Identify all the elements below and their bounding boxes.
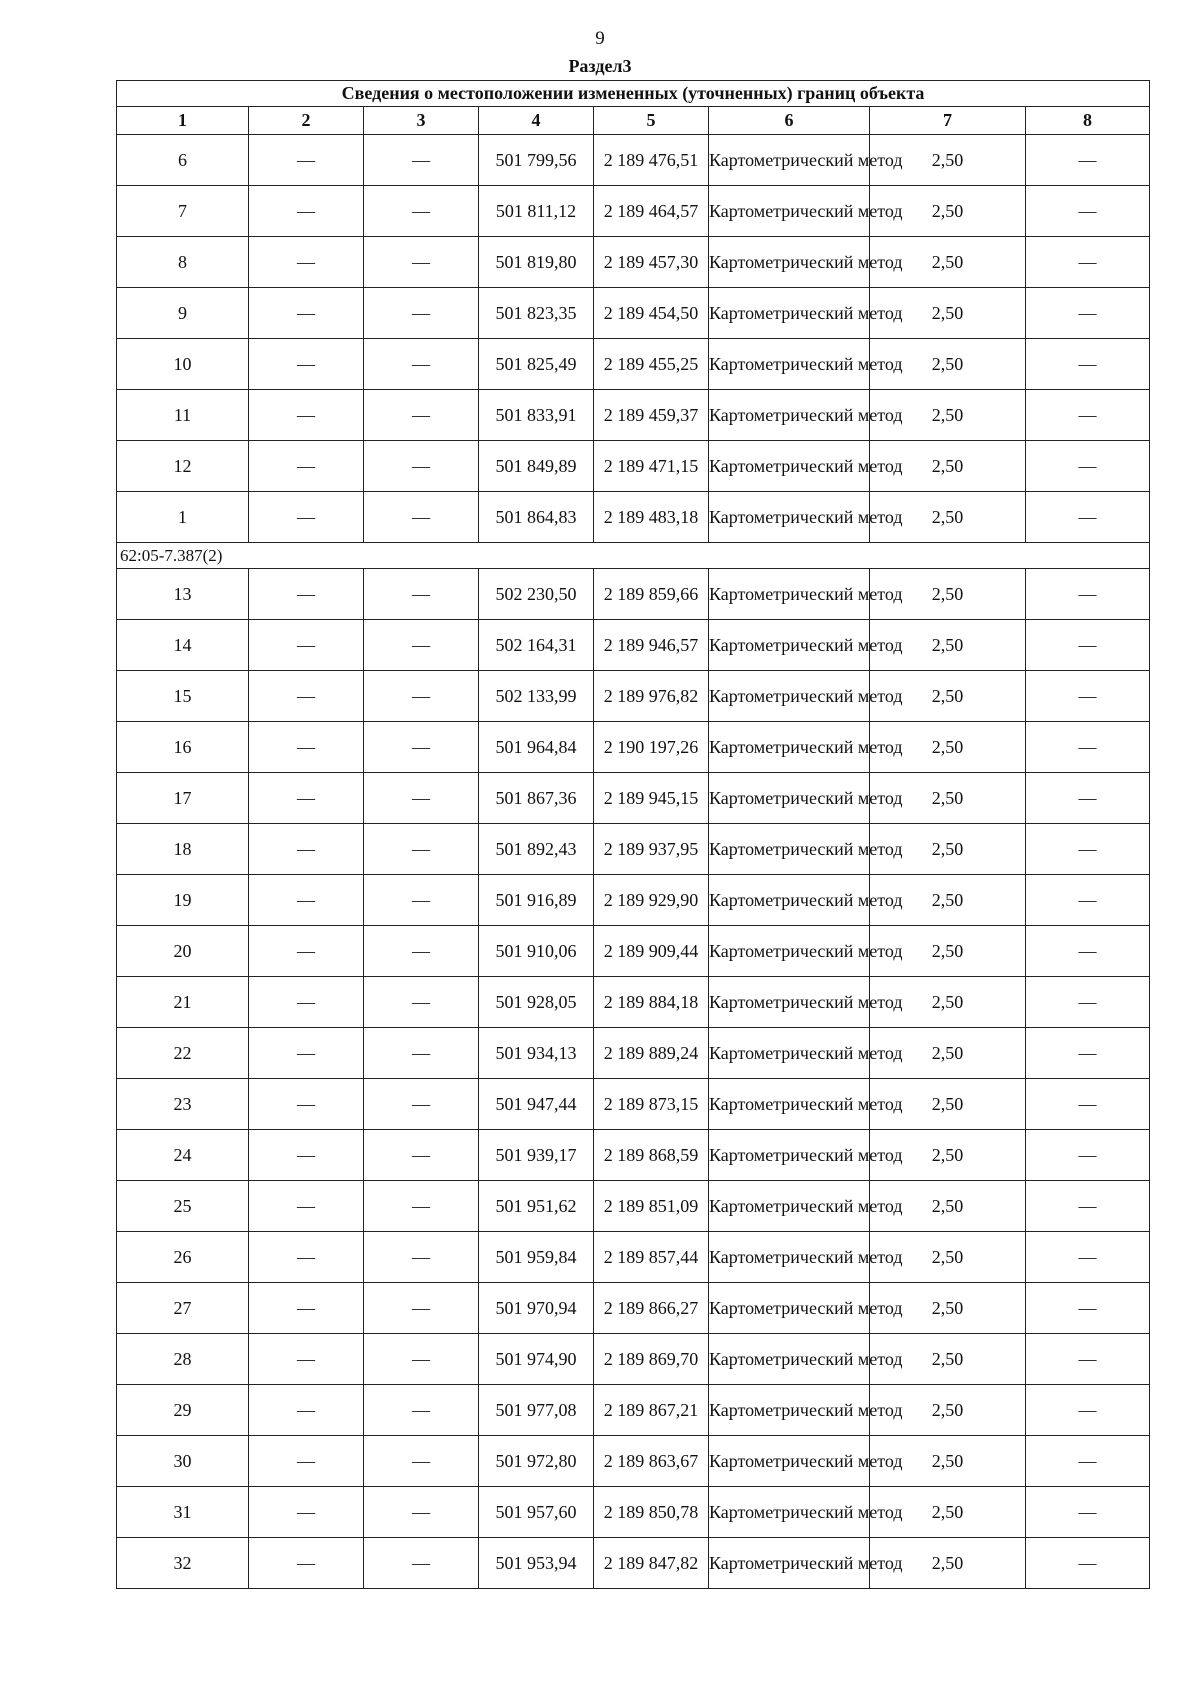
empty-cell: — [249,135,364,186]
accuracy-cell: 2,50 [870,569,1026,620]
table-row [117,977,1150,1028]
coordinate-x: 501 849,89 [479,441,594,492]
coordinate-y: 2 189 867,21 [594,1385,709,1436]
empty-cell: — [364,1385,479,1436]
method-cell: Картометрический метод [709,339,870,390]
point-number: 14 [117,620,249,671]
table-row [117,773,1150,824]
coordinate-x: 501 959,84 [479,1232,594,1283]
method-cell: Картометрический метод [709,620,870,671]
empty-cell: — [249,339,364,390]
coordinate-x: 501 972,80 [479,1436,594,1487]
method-cell: Картометрический метод [709,1130,870,1181]
empty-cell: — [249,1436,364,1487]
point-number: 23 [117,1079,249,1130]
accuracy-cell: 2,50 [870,722,1026,773]
accuracy-cell: 2,50 [870,1487,1026,1538]
empty-cell: — [364,671,479,722]
table-row [117,288,1150,339]
column-header: 3 [364,107,479,135]
empty-cell: — [1026,1538,1150,1589]
coordinate-y: 2 189 850,78 [594,1487,709,1538]
method-cell: Картометрический метод [709,492,870,543]
point-number: 32 [117,1538,249,1589]
coordinate-y: 2 189 869,70 [594,1334,709,1385]
empty-cell: — [364,1232,479,1283]
table-row [117,339,1150,390]
point-number: 1 [117,492,249,543]
accuracy-cell: 2,50 [870,135,1026,186]
accuracy-cell: 2,50 [870,1232,1026,1283]
empty-cell: — [1026,1181,1150,1232]
point-number: 16 [117,722,249,773]
method-cell: Картометрический метод [709,1232,870,1283]
point-number: 18 [117,824,249,875]
coordinate-x: 501 977,08 [479,1385,594,1436]
empty-cell: — [1026,1232,1150,1283]
coordinate-x: 501 939,17 [479,1130,594,1181]
method-cell: Картометрический метод [709,926,870,977]
point-number: 21 [117,977,249,1028]
accuracy-cell: 2,50 [870,339,1026,390]
method-cell: Картометрический метод [709,1436,870,1487]
method-cell: Картометрический метод [709,773,870,824]
empty-cell: — [364,135,479,186]
empty-cell: — [1026,926,1150,977]
table-row [117,722,1150,773]
point-number: 29 [117,1385,249,1436]
table-row [117,1538,1150,1589]
empty-cell: — [1026,569,1150,620]
coordinate-x: 501 864,83 [479,492,594,543]
method-cell: Картометрический метод [709,671,870,722]
table-row [117,1079,1150,1130]
table-row [117,1181,1150,1232]
empty-cell: — [1026,875,1150,926]
accuracy-cell: 2,50 [870,926,1026,977]
coordinate-y: 2 189 483,18 [594,492,709,543]
empty-cell: — [364,339,479,390]
empty-cell: — [364,569,479,620]
method-cell: Картометрический метод [709,135,870,186]
coordinate-y: 2 189 873,15 [594,1079,709,1130]
coordinate-y: 2 189 909,44 [594,926,709,977]
empty-cell: — [364,441,479,492]
method-cell: Картометрический метод [709,1487,870,1538]
coordinate-y: 2 189 464,57 [594,186,709,237]
table-row [117,824,1150,875]
coordinate-y: 2 189 937,95 [594,824,709,875]
empty-cell: — [1026,492,1150,543]
empty-cell: — [1026,977,1150,1028]
coordinate-x: 501 799,56 [479,135,594,186]
accuracy-cell: 2,50 [870,1334,1026,1385]
table-row [117,1028,1150,1079]
empty-cell: — [249,1334,364,1385]
table-row [117,620,1150,671]
empty-cell: — [364,186,479,237]
point-number: 24 [117,1130,249,1181]
empty-cell: — [364,926,479,977]
empty-cell: — [249,186,364,237]
table-row [117,1283,1150,1334]
empty-cell: — [249,1232,364,1283]
point-number: 20 [117,926,249,977]
method-cell: Картометрический метод [709,237,870,288]
point-number: 19 [117,875,249,926]
empty-cell: — [249,1385,364,1436]
accuracy-cell: 2,50 [870,441,1026,492]
coordinate-x: 501 934,13 [479,1028,594,1079]
empty-cell: — [364,620,479,671]
method-cell: Картометрический метод [709,977,870,1028]
empty-cell: — [1026,722,1150,773]
coordinate-x: 501 916,89 [479,875,594,926]
coordinate-x: 501 928,05 [479,977,594,1028]
table-row [117,875,1150,926]
empty-cell: — [1026,620,1150,671]
point-number: 6 [117,135,249,186]
empty-cell: — [1026,186,1150,237]
coordinate-y: 2 189 851,09 [594,1181,709,1232]
point-number: 8 [117,237,249,288]
column-header: 4 [479,107,594,135]
boundary-coordinates-table [116,80,1150,1589]
accuracy-cell: 2,50 [870,1079,1026,1130]
empty-cell: — [364,390,479,441]
coordinate-x: 501 867,36 [479,773,594,824]
coordinate-y: 2 189 866,27 [594,1283,709,1334]
coordinate-y: 2 190 197,26 [594,722,709,773]
empty-cell: — [249,722,364,773]
method-cell: Картометрический метод [709,288,870,339]
table-row [117,1436,1150,1487]
table-row [117,1232,1150,1283]
accuracy-cell: 2,50 [870,186,1026,237]
accuracy-cell: 2,50 [870,875,1026,926]
empty-cell: — [249,875,364,926]
empty-cell: — [364,1130,479,1181]
empty-cell: — [249,1487,364,1538]
accuracy-cell: 2,50 [870,288,1026,339]
coordinate-y: 2 189 884,18 [594,977,709,1028]
coordinate-y: 2 189 455,25 [594,339,709,390]
accuracy-cell: 2,50 [870,492,1026,543]
table-row [117,441,1150,492]
coordinate-y: 2 189 929,90 [594,875,709,926]
empty-cell: — [1026,773,1150,824]
accuracy-cell: 2,50 [870,773,1026,824]
coordinate-x: 501 892,43 [479,824,594,875]
coordinate-x: 501 953,94 [479,1538,594,1589]
accuracy-cell: 2,50 [870,977,1026,1028]
empty-cell: — [249,977,364,1028]
coordinate-x: 501 964,84 [479,722,594,773]
method-cell: Картометрический метод [709,1385,870,1436]
accuracy-cell: 2,50 [870,824,1026,875]
empty-cell: — [364,977,479,1028]
method-cell: Картометрический метод [709,1181,870,1232]
coordinate-x: 501 970,94 [479,1283,594,1334]
method-cell: Картометрический метод [709,824,870,875]
empty-cell: — [249,824,364,875]
point-number: 12 [117,441,249,492]
table-row [117,237,1150,288]
section-title: Раздел3 [568,56,632,76]
coordinate-x: 501 947,44 [479,1079,594,1130]
accuracy-cell: 2,50 [870,1436,1026,1487]
coordinate-y: 2 189 868,59 [594,1130,709,1181]
coordinate-x: 501 819,80 [479,237,594,288]
column-header: 8 [1026,107,1150,135]
coordinate-y: 2 189 847,82 [594,1538,709,1589]
accuracy-cell: 2,50 [870,1283,1026,1334]
coordinate-x: 501 823,35 [479,288,594,339]
coordinate-x: 502 133,99 [479,671,594,722]
empty-cell: — [364,1487,479,1538]
coordinate-y: 2 189 857,44 [594,1232,709,1283]
empty-cell: — [249,1181,364,1232]
table-row [117,186,1150,237]
empty-cell: — [364,1538,479,1589]
table-row [117,1334,1150,1385]
coordinate-x: 501 951,62 [479,1181,594,1232]
table-row [117,1385,1150,1436]
table-row [117,1130,1150,1181]
column-header: 2 [249,107,364,135]
empty-cell: — [1026,288,1150,339]
table-row [117,492,1150,543]
column-header: 7 [870,107,1026,135]
empty-cell: — [1026,1487,1150,1538]
method-cell: Картометрический метод [709,1283,870,1334]
empty-cell: — [364,1181,479,1232]
point-number: 11 [117,390,249,441]
accuracy-cell: 2,50 [870,1130,1026,1181]
method-cell: Картометрический метод [709,1079,870,1130]
empty-cell: — [364,1334,479,1385]
column-header: 5 [594,107,709,135]
empty-cell: — [1026,1436,1150,1487]
group-label-row [117,543,1150,569]
accuracy-cell: 2,50 [870,237,1026,288]
empty-cell: — [1026,135,1150,186]
point-number: 9 [117,288,249,339]
table-row [117,926,1150,977]
empty-cell: — [1026,1385,1150,1436]
coordinate-y: 2 189 459,37 [594,390,709,441]
empty-cell: — [364,875,479,926]
empty-cell: — [364,1283,479,1334]
method-cell: Картометрический метод [709,722,870,773]
empty-cell: — [364,1436,479,1487]
empty-cell: — [249,237,364,288]
empty-cell: — [1026,671,1150,722]
coordinate-y: 2 189 946,57 [594,620,709,671]
empty-cell: — [249,288,364,339]
column-header-row [117,107,1150,135]
coordinate-x: 502 164,31 [479,620,594,671]
point-number: 28 [117,1334,249,1385]
table-row [117,1487,1150,1538]
coordinate-x: 501 974,90 [479,1334,594,1385]
coordinate-y: 2 189 976,82 [594,671,709,722]
method-cell: Картометрический метод [709,441,870,492]
table-caption: Сведения о местоположении измененных (уточненных) границ объекта [117,81,1150,107]
empty-cell: — [364,722,479,773]
point-number: 7 [117,186,249,237]
accuracy-cell: 2,50 [870,1181,1026,1232]
table-body [117,135,1150,1589]
method-cell: Картометрический метод [709,875,870,926]
coordinate-x: 502 230,50 [479,569,594,620]
empty-cell: — [364,1028,479,1079]
empty-cell: — [1026,390,1150,441]
table-row [117,671,1150,722]
table-row [117,569,1150,620]
empty-cell: — [364,288,479,339]
coordinate-y: 2 189 863,67 [594,1436,709,1487]
column-header: 6 [709,107,870,135]
empty-cell: — [364,237,479,288]
empty-cell: — [249,569,364,620]
page-number: 9 [595,28,605,49]
table-caption-row [117,81,1150,107]
coordinate-y: 2 189 945,15 [594,773,709,824]
empty-cell: — [1026,824,1150,875]
empty-cell: — [249,1538,364,1589]
accuracy-cell: 2,50 [870,620,1026,671]
point-number: 15 [117,671,249,722]
column-header: 1 [117,107,249,135]
empty-cell: — [364,773,479,824]
empty-cell: — [1026,339,1150,390]
accuracy-cell: 2,50 [870,390,1026,441]
accuracy-cell: 2,50 [870,1028,1026,1079]
table-row [117,135,1150,186]
point-number: 26 [117,1232,249,1283]
empty-cell: — [249,620,364,671]
point-number: 13 [117,569,249,620]
point-number: 17 [117,773,249,824]
point-number: 27 [117,1283,249,1334]
group-label: 62:05-7.387(2) [117,543,1150,569]
empty-cell: — [1026,1283,1150,1334]
coordinate-x: 501 825,49 [479,339,594,390]
accuracy-cell: 2,50 [870,1538,1026,1589]
point-number: 25 [117,1181,249,1232]
empty-cell: — [364,1079,479,1130]
empty-cell: — [249,773,364,824]
empty-cell: — [249,390,364,441]
empty-cell: — [1026,441,1150,492]
empty-cell: — [364,492,479,543]
table-row [117,390,1150,441]
method-cell: Картометрический метод [709,569,870,620]
point-number: 31 [117,1487,249,1538]
point-number: 10 [117,339,249,390]
coordinate-x: 501 957,60 [479,1487,594,1538]
coordinate-y: 2 189 457,30 [594,237,709,288]
empty-cell: — [1026,1028,1150,1079]
point-number: 30 [117,1436,249,1487]
empty-cell: — [249,1079,364,1130]
method-cell: Картометрический метод [709,1028,870,1079]
empty-cell: — [249,441,364,492]
point-number: 22 [117,1028,249,1079]
empty-cell: — [364,824,479,875]
accuracy-cell: 2,50 [870,1385,1026,1436]
empty-cell: — [1026,1130,1150,1181]
empty-cell: — [1026,237,1150,288]
coordinate-x: 501 811,12 [479,186,594,237]
empty-cell: — [1026,1334,1150,1385]
empty-cell: — [249,671,364,722]
coordinate-y: 2 189 471,15 [594,441,709,492]
method-cell: Картометрический метод [709,1538,870,1589]
empty-cell: — [249,1283,364,1334]
coordinate-x: 501 910,06 [479,926,594,977]
method-cell: Картометрический метод [709,1334,870,1385]
coordinate-y: 2 189 476,51 [594,135,709,186]
coordinate-y: 2 189 454,50 [594,288,709,339]
empty-cell: — [249,926,364,977]
method-cell: Картометрический метод [709,390,870,441]
empty-cell: — [249,1130,364,1181]
coordinate-y: 2 189 889,24 [594,1028,709,1079]
empty-cell: — [249,1028,364,1079]
coordinate-x: 501 833,91 [479,390,594,441]
coordinate-y: 2 189 859,66 [594,569,709,620]
empty-cell: — [249,492,364,543]
accuracy-cell: 2,50 [870,671,1026,722]
method-cell: Картометрический метод [709,186,870,237]
empty-cell: — [1026,1079,1150,1130]
